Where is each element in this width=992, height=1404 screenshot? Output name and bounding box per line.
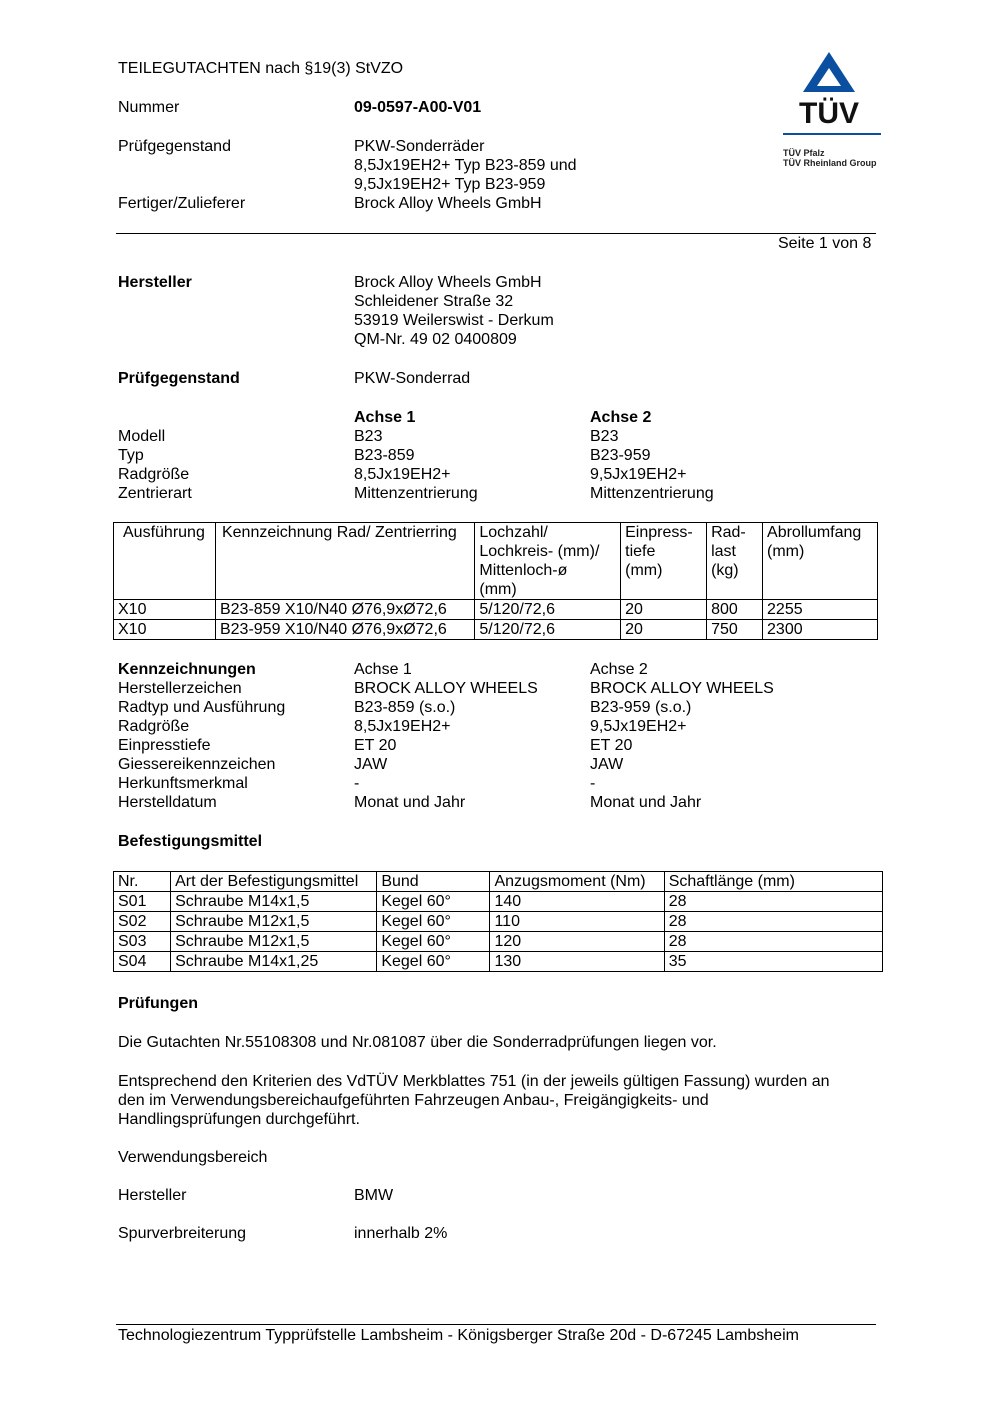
- table-cell: 28: [664, 892, 882, 912]
- befestigung-label: Befestigungsmittel: [118, 833, 263, 850]
- table-cell: 20: [621, 620, 707, 640]
- kennz-row-a1: Monat und Jahr: [354, 794, 466, 811]
- spurverbreiterung-label: Spurverbreiterung: [118, 1225, 247, 1242]
- achsen-row-a2: 9,5Jx19EH2+: [590, 466, 687, 483]
- footer-text: Technologiezentrum Typprüfstelle Lambsheim - Königsberger Straße 20d - D-67245 Lambsheim: [118, 1327, 799, 1344]
- hersteller-line: Brock Alloy Wheels GmbH: [354, 274, 542, 291]
- header-divider: [116, 233, 876, 234]
- table-cell: S01: [114, 892, 171, 912]
- kennz-row-a2: B23-959 (s.o.): [590, 699, 692, 716]
- kennz-achse2: Achse 2: [590, 661, 648, 678]
- table-row: [114, 620, 878, 640]
- kennz-row-a2: ET 20: [590, 737, 633, 754]
- kennz-row-a2: -: [590, 775, 596, 792]
- pruefungen-paragraph-2-line: den im Verwendungsbereichaufgeführten Fahrzeugen Anbau-, Freigängigkeits- und: [118, 1092, 709, 1109]
- pruefungen-paragraph-1: Die Gutachten Nr.55108308 und Nr.081087 über die Sonderradprüfungen liegen vor.: [118, 1034, 717, 1051]
- table-cell: 120: [490, 932, 664, 952]
- table-cell: 5/120/72,6: [475, 620, 621, 640]
- pruefgegenstand-label: Prüfgegenstand: [118, 138, 231, 155]
- table-header-row: [114, 523, 878, 600]
- pruefgegenstand-line: 9,5Jx19EH2+ Typ B23-959: [354, 176, 546, 193]
- achsen-row-label: Zentrierart: [118, 485, 192, 502]
- table-header-cell: Abrollumfang (mm): [763, 523, 878, 600]
- kennz-achse1: Achse 1: [354, 661, 412, 678]
- achse1-heading: Achse 1: [354, 409, 416, 426]
- achsen-row-label: Radgröße: [118, 466, 190, 483]
- table-cell: S03: [114, 932, 171, 952]
- nummer-label: Nummer: [118, 99, 180, 116]
- hersteller-label: Hersteller: [118, 274, 192, 291]
- kennz-row-a2: BROCK ALLOY WHEELS: [590, 680, 774, 697]
- kennz-row-a2: 9,5Jx19EH2+: [590, 718, 687, 735]
- logo-line1: TÜV Pfalz: [783, 148, 825, 158]
- fertiger-value: Brock Alloy Wheels GmbH: [354, 195, 542, 212]
- kennz-row-a1: JAW: [354, 756, 388, 773]
- table-cell: Schraube M12x1,5: [171, 912, 377, 932]
- achsen-row-label: Modell: [118, 428, 166, 445]
- table-cell: Kegel 60°: [377, 912, 490, 932]
- table-cell: Kegel 60°: [377, 952, 490, 972]
- table-cell: 2300: [763, 620, 878, 640]
- table-cell: Kegel 60°: [377, 892, 490, 912]
- table-cell: 130: [490, 952, 664, 972]
- table-cell: B23-959 X10/N40 Ø76,9xØ72,6: [215, 620, 474, 640]
- kennz-row-a2: JAW: [590, 756, 624, 773]
- kennz-row-label: Radgröße: [118, 718, 190, 735]
- table-cell: 800: [707, 600, 763, 620]
- hersteller-line: QM-Nr. 49 02 0400809: [354, 331, 517, 348]
- kennz-row-a1: ET 20: [354, 737, 397, 754]
- achsen-row-a2: B23: [590, 428, 619, 445]
- logo-wordmark: TÜV: [799, 97, 859, 130]
- kennz-row-label: Herstellerzeichen: [118, 680, 242, 697]
- kennz-row-a1: BROCK ALLOY WHEELS: [354, 680, 538, 697]
- kennz-row-label: Radtyp und Ausführung: [118, 699, 286, 716]
- table-cell: 35: [664, 952, 882, 972]
- table-header-cell: Schaftlänge (mm): [664, 872, 882, 892]
- table-header-cell: Ausführung: [114, 523, 216, 600]
- achsen-row-a2: Mittenzentrierung: [590, 485, 714, 502]
- pruefungen-label: Prüfungen: [118, 995, 198, 1012]
- table-cell: Schraube M14x1,25: [171, 952, 377, 972]
- kennz-row-a1: -: [354, 775, 360, 792]
- verwendung-label: Verwendungsbereich: [118, 1149, 268, 1166]
- table-header-cell: Einpress- tiefe (mm): [621, 523, 707, 600]
- table-row: [114, 892, 883, 912]
- achsen-row-a2: B23-959: [590, 447, 651, 464]
- table-cell: 28: [664, 912, 882, 932]
- page-number: Seite 1 von 8: [778, 235, 872, 252]
- logo-line2: TÜV Rheinland Group: [783, 158, 877, 168]
- table-cell: 2255: [763, 600, 878, 620]
- table-cell: 140: [490, 892, 664, 912]
- table-cell: 110: [490, 912, 664, 932]
- befestigung-table: [113, 871, 883, 972]
- document-title: TEILEGUTACHTEN nach §19(3) StVZO: [118, 60, 404, 77]
- achse2-heading: Achse 2: [590, 409, 652, 426]
- nummer-value: 09-0597-A00-V01: [354, 99, 482, 116]
- pruefgegenstand2-label: Prüfgegenstand: [118, 370, 240, 387]
- table-cell: X10: [114, 620, 216, 640]
- table-header-cell: Kennzeichnung Rad/ Zentrierring: [215, 523, 474, 600]
- kennz-row-a1: B23-859 (s.o.): [354, 699, 456, 716]
- table-cell: Schraube M14x1,5: [171, 892, 377, 912]
- footer-divider: [116, 1324, 876, 1325]
- achsen-row-a1: Mittenzentrierung: [354, 485, 478, 502]
- pruefungen-paragraph-2-line: Handlingsprüfungen durchgeführt.: [118, 1111, 360, 1128]
- table-cell: X10: [114, 600, 216, 620]
- kennz-row-a1: 8,5Jx19EH2+: [354, 718, 451, 735]
- verwendung-hersteller-label: Hersteller: [118, 1187, 187, 1204]
- table-header-cell: Anzugsmoment (Nm): [490, 872, 664, 892]
- hersteller-line: Schleidener Straße 32: [354, 293, 514, 310]
- fertiger-label: Fertiger/Zulieferer: [118, 195, 246, 212]
- ausfuehrung-table: [113, 522, 878, 640]
- pruefgegenstand-line: PKW-Sonderräder: [354, 138, 485, 155]
- table-header-cell: Nr.: [114, 872, 171, 892]
- achsen-row-label: Typ: [118, 447, 144, 464]
- table-cell: S04: [114, 952, 171, 972]
- table-cell: 5/120/72,6: [475, 600, 621, 620]
- table-cell: 20: [621, 600, 707, 620]
- hersteller-line: 53919 Weilerswist - Derkum: [354, 312, 554, 329]
- kennz-row-label: Giessereikennzeichen: [118, 756, 276, 773]
- pruefgegenstand-line: 8,5Jx19EH2+ Typ B23-859 und: [354, 157, 577, 174]
- tuev-logo: [745, 48, 919, 168]
- achsen-row-a1: B23-859: [354, 447, 415, 464]
- spurverbreiterung-value: innerhalb 2%: [354, 1225, 448, 1242]
- table-row: [114, 600, 878, 620]
- table-cell: S02: [114, 912, 171, 932]
- kennz-row-a2: Monat und Jahr: [590, 794, 702, 811]
- achsen-row-a1: B23: [354, 428, 383, 445]
- table-cell: B23-859 X10/N40 Ø76,9xØ72,6: [215, 600, 474, 620]
- table-cell: Schraube M12x1,5: [171, 932, 377, 952]
- table-header-cell: Lochzahl/ Lochkreis- (mm)/ Mittenloch-ø (mm): [475, 523, 621, 600]
- table-header-cell: Rad- last (kg): [707, 523, 763, 600]
- kennz-row-label: Herstelldatum: [118, 794, 217, 811]
- table-cell: 750: [707, 620, 763, 640]
- pruefgegenstand2-value: PKW-Sonderrad: [354, 370, 471, 387]
- verwendung-hersteller-value: BMW: [354, 1187, 394, 1204]
- table-row: [114, 932, 883, 952]
- table-header-row: [114, 872, 883, 892]
- table-cell: 28: [664, 932, 882, 952]
- kennz-row-label: Einpresstiefe: [118, 737, 211, 754]
- kennz-row-label: Herkunftsmerkmal: [118, 775, 248, 792]
- table-cell: Kegel 60°: [377, 932, 490, 952]
- table-header-cell: Art der Befestigungsmittel: [171, 872, 377, 892]
- kennzeichnungen-label: Kennzeichnungen: [118, 661, 256, 678]
- table-row: [114, 912, 883, 932]
- achsen-row-a1: 8,5Jx19EH2+: [354, 466, 451, 483]
- table-row: [114, 952, 883, 972]
- pruefungen-paragraph-2-line: Entsprechend den Kriterien des VdTÜV Merkblattes 751 (in der jeweils gültigen Fassung) wurden an: [118, 1073, 830, 1090]
- table-header-cell: Bund: [377, 872, 490, 892]
